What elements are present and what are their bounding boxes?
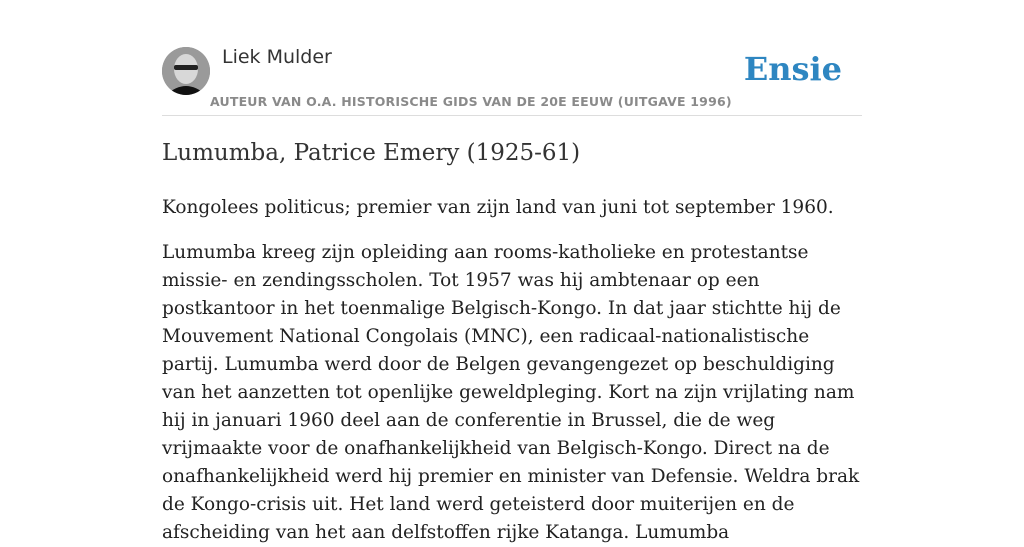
ensie-logo[interactable]: Ensie xyxy=(743,50,842,88)
article-body: Lumumba kreeg zijn opleiding aan rooms-katholieke en protestantse missie- en zendingsscholen. Tot 1957 was hij ambtenaar op een postkantoor in het toenmalige Belgisch-Kongo. In dat jaar stichtte hij de Mouvement National Congolais (MNC), een radicaal-nationalistische partij. Lumumba werd door de Belgen gevangengezet op beschuldiging van het aanzetten tot openlijke geweldpleging. Kort na zijn vrijlating nam hij in januari 1960 deel aan de conferentie in Brussel, die de weg vrijmaakte voor de onafhankelijkheid van Belgisch-Kongo. Direct na de onafhankelijkheid werd hij premier en minister van Defensie. Weldra brak de Kongo-crisis uit. Het land werd geteisterd door muiterijen en de afscheiding van het aan delfstoffen rijke Katanga. Lumumba xyxy=(162,242,860,543)
header-divider xyxy=(162,115,862,116)
author-avatar[interactable] xyxy=(162,47,210,95)
author-name[interactable]: Liek Mulder xyxy=(222,46,332,68)
article-title: Lumumba, Patrice Emery (1925-61) xyxy=(162,140,581,166)
author-photo-icon xyxy=(162,47,210,95)
author-subtitle: AUTEUR VAN O.A. HISTORISCHE GIDS VAN DE 20E EEUW (UITGAVE 1996) xyxy=(210,94,732,109)
article-lead: Kongolees politicus; premier van zijn land van juni tot september 1960. xyxy=(162,197,834,218)
